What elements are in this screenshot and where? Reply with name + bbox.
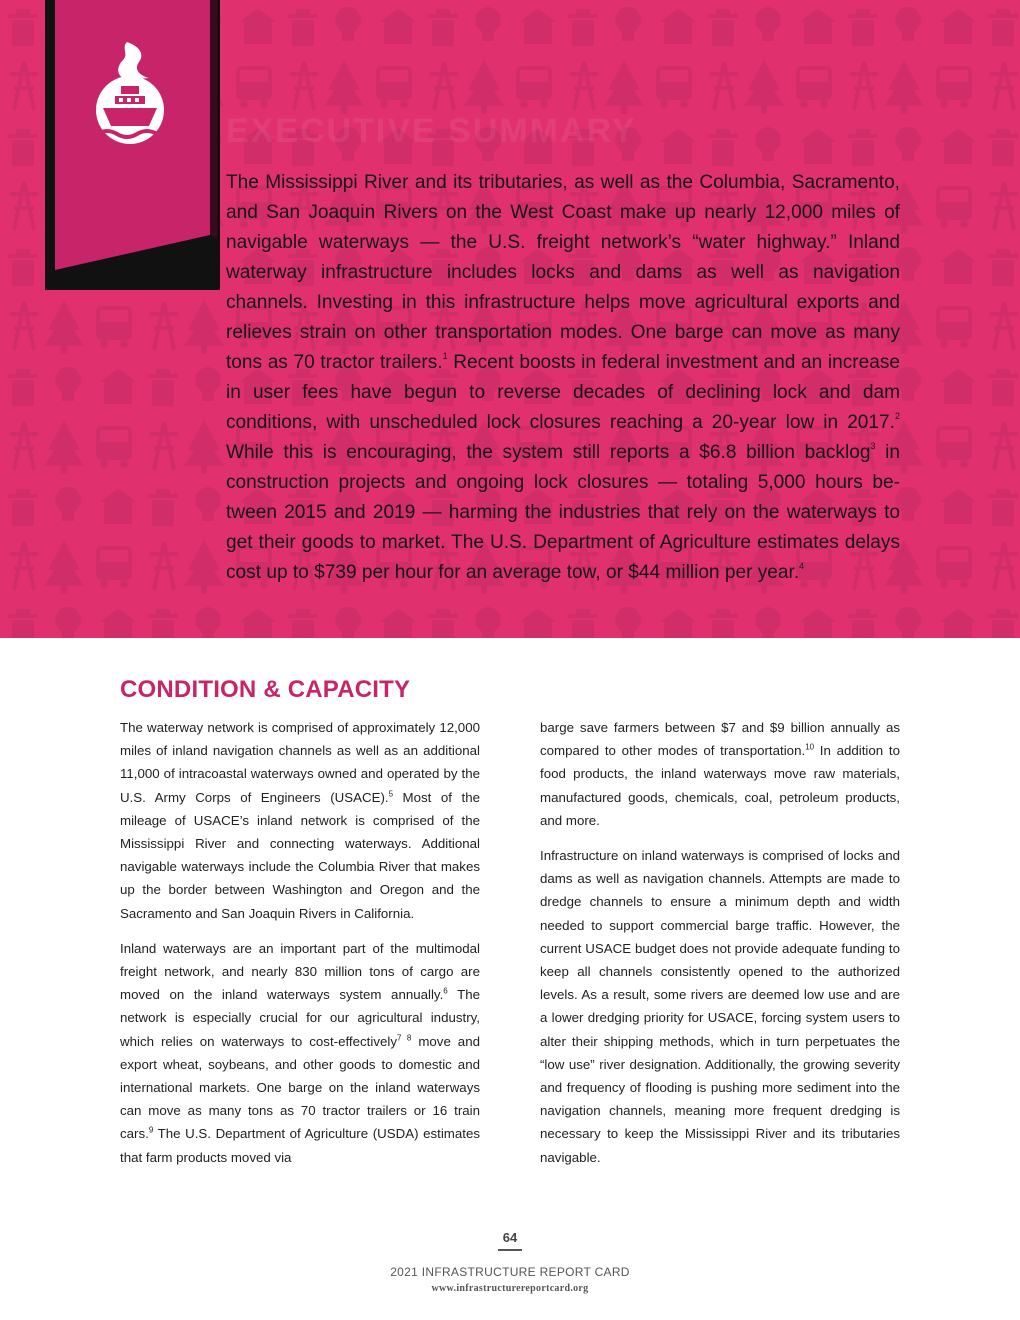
footnote-ref[interactable]: 3 <box>870 440 876 451</box>
ship-icon <box>75 38 185 148</box>
section-title: CONDITION & CAPACITY <box>120 676 411 703</box>
paragraph: Infrastructure on inland waterways is comprised of locks and dams as well as navigation channels. Attempts are made to dredge channels to ensure a minimum depth and width needed to support commercial barge traffic. However, the current USACE budget does not provide adequate funding to keep all channels consistently opened to the authorized levels. As a result, some rivers are deemed low use and are a lower dredging priority for USACE, forcing system users to alter their shipping methods, which in turn perpetuates the “low use” river designation. Additionally, the growing severity and frequency of flooding is pushing more sediment into the navigation channels, meaning more frequent dredging is necessary to keep the Mississippi River and its tributaries navigable. <box>540 848 900 1165</box>
paragraph: barge save farmers between $7 and $9 billion annually as compared to other modes of transportation.$^{10}$ In addition to food products, the inland waterways move raw materials, manufactured goods, chemicals, coal, petroleum products, and more. <box>540 720 900 828</box>
footnote-ref[interactable]: 9 <box>148 1126 154 1136</box>
footnote-ref[interactable]: 6 <box>443 986 448 996</box>
footnote-ref[interactable]: 1 <box>442 350 448 361</box>
page-number: 64 <box>502 1230 518 1245</box>
summary-heading: EXECUTIVE SUMMARY <box>226 112 637 150</box>
hero-banner <box>0 0 1020 638</box>
page-number-underline <box>498 1249 522 1251</box>
footnote-ref[interactable]: 4 <box>799 560 805 571</box>
footnote-ref[interactable]: 5 <box>388 789 394 799</box>
footer-url-link[interactable]: www.infrastructurereportcard.org <box>431 1283 589 1294</box>
footer-report-title: 2021 INFRASTRUCTURE REPORT CARD <box>390 1265 630 1279</box>
paragraph: Inland waterways are an important part of the multimodal freight network, and nearly 830 million tons of cargo are moved on the inland waterways system annually.$^6$ The network is especially crucial for our agricultural industry, which relies on waterways to cost-effectively$^{7 8}$ move and export wheat, soybeans, and other goods to domestic and international markets. One barge on the inland waterways can move as many tons as 70 tractor trailers or 16 train cars.$^9$ The U.S. Department of Agriculture (USDA) estimates that farm products moved via <box>120 940 480 1165</box>
category-ribbon <box>45 0 220 290</box>
footnote-ref[interactable]: 2 <box>894 410 900 421</box>
footnote-ref[interactable]: 7 8 <box>396 1033 412 1043</box>
footnote-ref[interactable]: 10 <box>805 742 815 752</box>
paragraph: The waterway network is comprised of approximately 12,000 miles of inland navigation channels as well as an additional 11,000 of intracoastal waterways owned and operated by the U.S. Army Corps of Engineers (USACE).$^5$ Most of the mileage of USACE’s inland network is comprised of the Mississippi River and connecting waterways. Additional navigable waterways include the Columbia River that makes up the border between Washington and Oregon and the Sacramento and San Joaquin Rivers in California. <box>120 720 480 921</box>
right-column <box>540 716 900 1181</box>
left-column <box>120 716 480 1181</box>
summary-paragraph: The Mississippi River and its tributaries, as well as the Columbia, Sacramento, and San Joaquin Rivers on the West Coast make up nearly 12,000 miles of navigable waterways — the U.S. freight network’s “water highway.” Inland waterway infrastructure includes locks and dams as well as navigation channels. Investing in this infrastructure helps move agricultural exports and relieves strain on other transportation modes. One barge can move as many tons as 70 tractor trailers.$^1$ Recent boosts in federal investment and an increase in user fees have begun to reverse decades of declining lock and dam conditions, with unscheduled lock closures reaching a 20-year low in 2017.$^2$ While this is encouraging, the system still reports a $6.8 billion backlog$^3$ in construction projects and ongoing lock closures — totaling 5,000 hours between 2015 and 2019 — harming the industries that rely on the waterways to get their goods to market. The U.S. Department of Agriculture estimates delays cost up to $739 per hour for an average tow, or $44 million per year.$^4$ <box>226 172 901 583</box>
